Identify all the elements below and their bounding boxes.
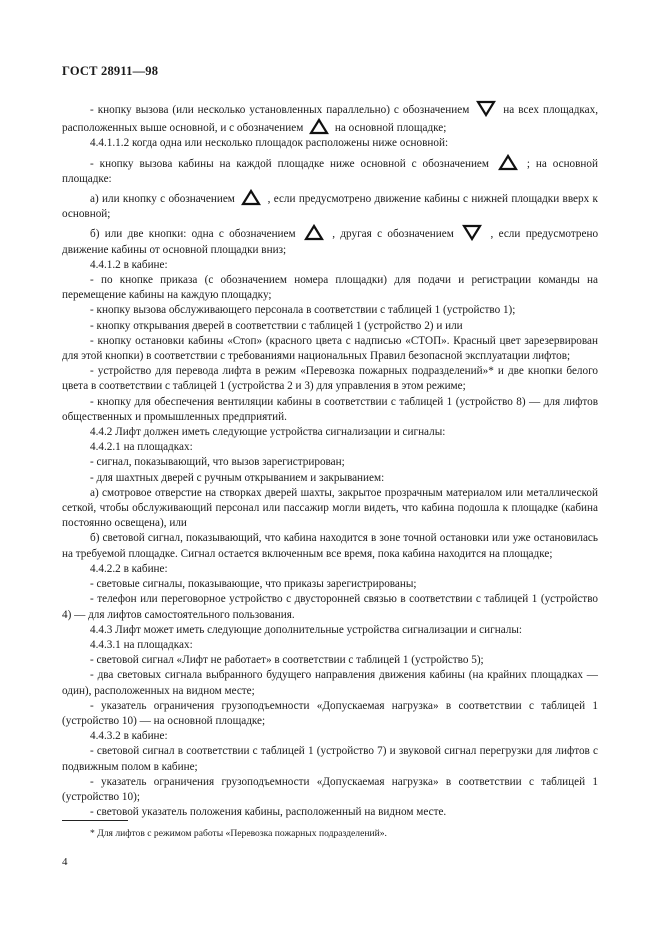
paragraph: - световой указатель положения кабины, расположенный на видном месте. <box>90 806 447 819</box>
paragraph: - телефон или переговорное устройство с двусторонней связью в соответствии с таблицей 1 (устройство 4) — для лифтов самостоятельного пользования. <box>62 593 598 621</box>
triangle-up-icon <box>304 224 324 241</box>
text-fragment: - кнопку вызова (или несколько установленных параллельно) с обозначением <box>90 104 470 116</box>
paragraph: - два световых сигнала выбранного будущего направления движения кабины (на крайних площадках — один), расположенных на видном месте; <box>62 669 598 697</box>
paragraph: 4.4.1.2 в кабине: <box>90 258 168 271</box>
paragraph: 4.4.2 Лифт должен иметь следующие устройства сигнализации и сигналы: <box>90 426 446 439</box>
text-fragment: б) или две кнопки: одна с обозначением <box>90 228 296 241</box>
triangle-up-icon <box>309 118 329 135</box>
paragraph: а) смотровое отверстие на створках дверей шахты, закрытое прозрачным материалом или металлической сеткой, чтобы обслуживающий персонал или пассажир могли видеть, что кабина подошла к площадке (кабина постоянно освещена), или <box>62 486 598 530</box>
paragraph: - кнопку для обеспечения вентиляции кабины в соответствии с таблицей 1 (устройство 8) — для лифтов общественных и промышленных предприятий. <box>62 395 598 423</box>
doc-header: ГОСТ 28911—98 <box>62 64 159 78</box>
page-number: 4 <box>62 856 68 868</box>
text-fragment: , если предусмотрено движение кабины с нижней площадки вверх к основной; <box>62 193 598 221</box>
text-fragment: , другая с обозначением <box>332 228 454 241</box>
text-fragment: ; на основной площадке: <box>62 157 598 185</box>
triangle-up-icon <box>498 154 518 171</box>
paragraph: 4.4.3.1 на площадках: <box>90 638 193 651</box>
text-fragment: на всех площадках, расположенных выше основной, и с обозначением <box>62 104 599 135</box>
paragraph: - указатель ограничения грузоподъемности «Допускаемая нагрузка» в соответствии с таблицей 1 (устройство 10) — на основной площадке; <box>62 699 598 727</box>
text-fragment: , если предусмотрено движение кабины от основной площадки вниз; <box>62 228 599 256</box>
document-body <box>62 100 598 820</box>
paragraph: - световой сигнал «Лифт не работает» в соответствии с таблицей 1 (устройство 5); <box>90 654 484 667</box>
paragraph-below-main <box>62 154 598 187</box>
paragraph: - кнопку открывания дверей в соответствии с таблицей 1 (устройство 2) и или <box>90 319 463 332</box>
triangle-up-icon <box>241 189 261 206</box>
paragraph: - устройство для перевода лифта в режим «Перевозка пожарных подразделений»* и две кнопки белого цвета в соответствии с таблицей 1 (устройства 2 и 3) для управления в этом режиме; <box>62 365 598 393</box>
paragraph: - кнопку остановки кабины «Стоп» (красного цвета с надписью «СТОП». Красный цвет зарезервирован для этой кнопки) в соответствии с требованиями национальных Правил безопасной эксплуатации лифтов; <box>62 334 598 363</box>
paragraph-call-button <box>62 100 598 136</box>
text-fragment: а) или кнопку с обозначением <box>90 193 235 206</box>
paragraph: - сигнал, показывающий, что вызов зарегистрирован; <box>90 456 345 469</box>
paragraph: 4.4.3 Лифт может иметь следующие дополнительные устройства сигнализации и сигналы: <box>90 623 522 636</box>
paragraph: 4.4.2.1 на площадках: <box>90 441 193 454</box>
triangle-down-icon <box>476 100 496 117</box>
paragraph: - кнопку вызова обслуживающего персонала в соответствии с таблицей 1 (устройство 1); <box>90 304 516 317</box>
paragraph: - указатель ограничения грузоподъемности «Допускаемая нагрузка» в соответствии с таблицей 1 (устройство 10); <box>62 775 598 803</box>
footnote-divider <box>62 820 128 821</box>
paragraph: 4.4.2.2 в кабине: <box>90 562 168 575</box>
paragraph: 4.4.3.2 в кабине: <box>90 730 168 743</box>
paragraph-option-a <box>62 189 598 222</box>
paragraph: 4.4.1.1.2 когда одна или несколько площадок расположены ниже основной: <box>90 137 449 150</box>
paragraph-option-b <box>62 224 598 257</box>
paragraph: - световые сигналы, показывающие, что приказы зарегистрированы; <box>90 578 417 591</box>
paragraph: - по кнопке приказа (с обозначением номера площадки) для подачи и регистрации команды на перемещение кабины на каждую площадку; <box>62 274 598 302</box>
text-fragment: на основной площадке; <box>334 122 447 135</box>
paragraph: - световой сигнал в соответствии с таблицей 1 (устройство 7) и звуковой сигнал перегрузки для лифтов с подвижным полом в кабине; <box>62 745 598 773</box>
text-fragment: - кнопку вызова кабины на каждой площадке ниже основной с обозначением <box>90 157 489 170</box>
paragraph: - для шахтных дверей с ручным открыванием и закрыванием: <box>90 471 385 484</box>
paragraph: б) световой сигнал, показывающий, что кабина находится в зоне точной остановки или уже остановилась на требуемой площадке. Сигнал остается включенным все время, пока кабина находится на площадке; <box>62 532 598 560</box>
footnote: * Для лифтов с режимом работы «Перевозка пожарных подразделений». <box>90 828 387 839</box>
triangle-down-icon <box>462 224 482 241</box>
